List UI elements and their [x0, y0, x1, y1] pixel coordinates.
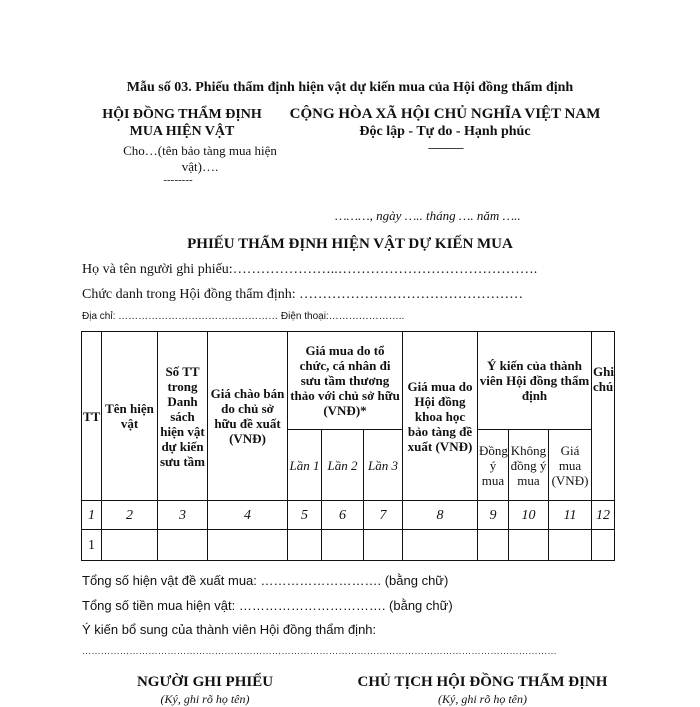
recorder-signature-note: (Ký, ghi rõ họ tên): [160, 692, 250, 706]
header-list-number: Số TT trong Danh sách hiện vật dự kiến sưu tầm: [158, 332, 208, 501]
column-number: 1: [82, 501, 102, 530]
header-offer-price: Giá chào bán do chủ sở hữu đề xuất (VNĐ): [208, 332, 288, 501]
total-items-field[interactable]: Tổng số hiện vật đề xuất mua: ………………………. (bằng chữ): [82, 573, 449, 588]
chairman-signature-note: (Ký, ghi rõ họ tên): [438, 692, 527, 706]
page-title: PHIẾU THẨM ĐỊNH HIỆN VẬT DỰ KIẾN MUA: [187, 236, 513, 252]
total-money-field[interactable]: Tổng số tiền mua hiện vật: ……………………………. (bằng chữ): [82, 598, 453, 613]
left-header-divider: --------: [163, 174, 193, 186]
header-disagree: Không đồng ý mua: [509, 430, 549, 501]
column-number: 12: [592, 501, 615, 530]
table-row: [82, 530, 615, 561]
column-number: 3: [158, 501, 208, 530]
chairman-signature-title: CHỦ TỊCH HỘI ĐỒNG THẨM ĐỊNH: [357, 674, 608, 690]
council-header: [82, 106, 282, 140]
header-tt: TT: [82, 332, 102, 501]
column-number: 8: [403, 501, 478, 530]
council-position-field[interactable]: Chức danh trong Hội đồng thẩm định: …………………………………………: [82, 287, 524, 302]
header-negotiated-price-group: Giá mua do tổ chức, cá nhân đi sưu tầm thương thảo với chủ sở hữu (VNĐ)*: [288, 332, 403, 430]
museum-placeholder-line1: Cho…(tên bảo tàng mua hiện: [123, 143, 277, 158]
header-round-3: Lần 3: [364, 430, 403, 501]
additional-opinion-field[interactable]: ……………………………………………………………………………………………………………………………………: [82, 646, 557, 656]
notes-cell[interactable]: [592, 530, 615, 561]
address-phone-field[interactable]: Địa chỉ: ………………………………………… Điện thoại:…………………..: [82, 311, 405, 322]
column-number: 9: [478, 501, 509, 530]
agree-cell[interactable]: [478, 530, 509, 561]
column-number: 4: [208, 501, 288, 530]
column-number: 6: [322, 501, 364, 530]
museum-placeholder: [120, 143, 280, 175]
national-title: CỘNG HÒA XÃ HỘI CHỦ NGHĨA VIỆT NAM: [289, 106, 601, 122]
recorder-name-field[interactable]: Họ và tên người ghi phiếu:…………………..…………………………………….: [82, 262, 538, 277]
council-header-line2: MUA HIỆN VẬT: [129, 124, 235, 139]
offer-price-cell[interactable]: [208, 530, 288, 561]
row-tt-cell: 1: [82, 530, 102, 561]
header-member-opinion-group: Ý kiến của thành viên Hội đồng thẩm định: [478, 332, 592, 430]
item-name-cell[interactable]: [102, 530, 158, 561]
column-number: 7: [364, 501, 403, 530]
header-round-2: Lần 2: [322, 430, 364, 501]
header-notes: Ghi chú: [592, 332, 615, 501]
round-3-cell[interactable]: [364, 530, 403, 561]
header-agree: Đồng ý mua: [478, 430, 509, 501]
date-line: ………, ngày ….. tháng …. năm …..: [335, 208, 521, 223]
column-number: 10: [509, 501, 549, 530]
council-header-line1: HỘI ĐỒNG THẨM ĐỊNH: [102, 107, 262, 122]
purchase-price-cell[interactable]: [549, 530, 592, 561]
round-1-cell[interactable]: [288, 530, 322, 561]
header-purchase-price: Giá mua (VNĐ): [549, 430, 592, 501]
header-item-name: Tên hiện vật: [102, 332, 158, 501]
recorder-signature-title: NGƯỜI GHI PHIẾU: [136, 674, 274, 690]
column-number: 11: [549, 501, 592, 530]
column-number: 2: [102, 501, 158, 530]
header-council-price: Giá mua do Hội đồng khoa học bảo tàng đề xuất (VNĐ): [403, 332, 478, 501]
round-2-cell[interactable]: [322, 530, 364, 561]
form-number-title: Mẫu số 03. Phiếu thẩm định hiện vật dự kiến mua của Hội đồng thẩm định: [126, 80, 574, 95]
museum-placeholder-line2: vật)….: [181, 159, 219, 174]
column-number: 5: [288, 501, 322, 530]
disagree-cell[interactable]: [509, 530, 549, 561]
appraisal-table: [81, 331, 615, 561]
list-number-cell[interactable]: [158, 530, 208, 561]
header-round-1: Lần 1: [288, 430, 322, 501]
national-motto: Độc lập - Tự do - Hạnh phúc: [359, 124, 531, 139]
council-price-cell[interactable]: [403, 530, 478, 561]
right-header-divider: ---------------: [428, 143, 463, 154]
additional-opinion-label: Ý kiến bổ sung của thành viên Hội đồng thẩm định:: [82, 622, 377, 637]
